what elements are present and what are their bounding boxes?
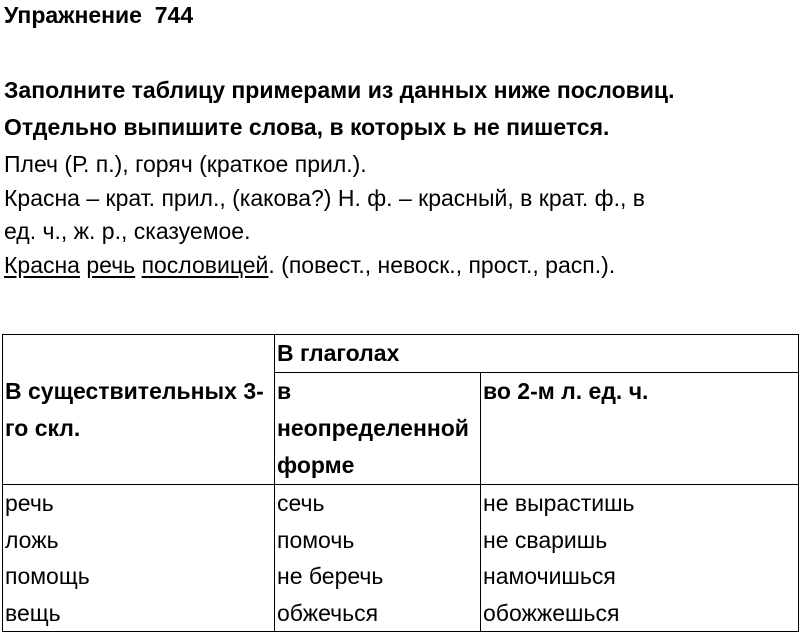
proverb-object-word: пословицей	[141, 251, 269, 278]
infinitive-verbs-list-cell	[275, 485, 481, 632]
list-item: не беречь	[277, 563, 384, 589]
analysis-line-2: Красна – крат. прил., (какова?) Н. ф. – красный, в крат. ф., в	[4, 184, 645, 211]
examples-table	[2, 334, 799, 632]
analysis-line-3: ед. ч., ж. р., сказуемое.	[4, 218, 251, 244]
second-person-verbs-list-cell	[481, 485, 799, 632]
list-item: помочь	[277, 526, 355, 553]
list-item: намочишься	[483, 563, 616, 589]
list-item: обжечься	[277, 599, 379, 626]
list-item: не сваришь	[483, 526, 608, 553]
proverb-predicate-word: речь	[86, 251, 136, 278]
list-item: вещь	[5, 599, 61, 626]
header-nouns-3rd-declension: В существительных 3-го скл.	[3, 335, 275, 485]
exercise-title: Упражнение 744	[4, 2, 194, 28]
analysis-block	[4, 148, 645, 282]
list-item: не вырастишь	[483, 490, 635, 516]
task-line-2: Отдельно выпишите слова, в которых ь не пишется.	[4, 114, 610, 140]
proverb-line	[4, 249, 645, 283]
list-item: ложь	[5, 526, 59, 553]
list-item: помощь	[5, 563, 90, 589]
task-text	[4, 72, 674, 146]
list-item: сечь	[277, 490, 325, 516]
proverb-characteristics: . (повест., невоск., прост., расп.).	[268, 251, 616, 278]
list-item: обожжешься	[483, 599, 620, 626]
header-verbs-group: В глаголах	[275, 335, 799, 373]
header-verbs-infinitive: в неопределенной форме	[275, 373, 481, 485]
list-item: речь	[5, 490, 54, 516]
task-line-1: Заполните таблицу примерами из данных ниже пословиц.	[4, 77, 675, 103]
proverb-subject-word: Красна	[4, 251, 80, 278]
header-verbs-2nd-person: во 2-м л. ед. ч.	[481, 373, 799, 485]
nouns-list-cell	[3, 485, 275, 632]
analysis-line-1: Плеч (Р. п.), горяч (краткое прил.).	[4, 151, 367, 177]
